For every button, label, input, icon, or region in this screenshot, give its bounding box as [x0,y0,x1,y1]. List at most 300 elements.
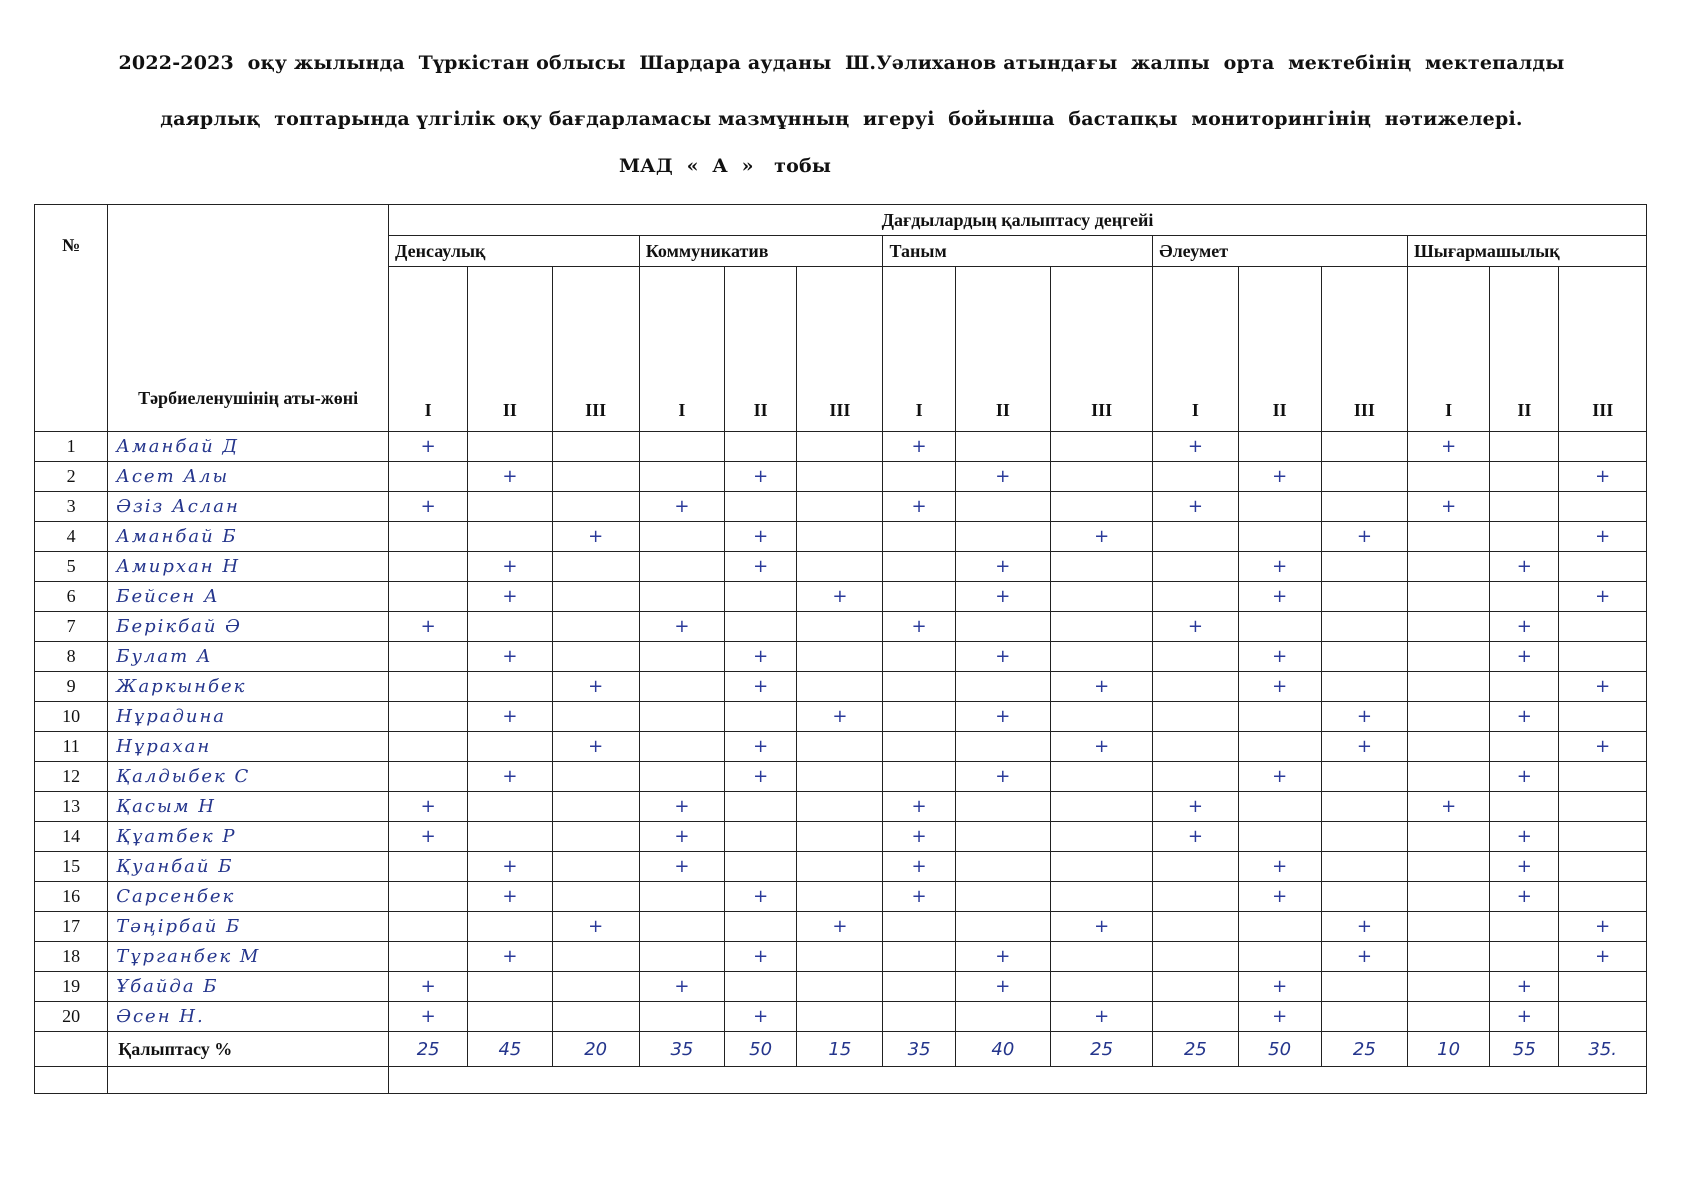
percent-value: 50 [725,1032,797,1067]
mark-cell [1321,582,1407,612]
level-header-5-2: II [1490,267,1559,432]
student-name: Амирхан Н [108,552,389,582]
mark-cell [1050,432,1152,462]
mark-cell [1408,942,1490,972]
number-header: № [35,205,108,432]
plus-mark: + [1516,555,1532,577]
plus-mark: + [1516,825,1532,847]
row-number: 5 [35,552,108,582]
plus-mark: + [753,735,769,757]
mark-cell [1050,852,1152,882]
group-title: МАД « А » тобы [618,155,832,177]
row-number: 14 [35,822,108,852]
mark-cell [955,942,1050,972]
mark-cell [389,672,468,702]
row-number: 6 [35,582,108,612]
mark-cell [552,822,639,852]
plus-mark: + [832,705,848,727]
row-number: 11 [35,732,108,762]
table-row [35,882,1647,912]
mark-cell [955,972,1050,1002]
mark-cell [389,792,468,822]
mark-cell [797,462,883,492]
mark-cell [1321,612,1407,642]
student-name: Асет Алы [108,462,389,492]
plus-mark: + [1356,525,1372,547]
table-row [35,762,1647,792]
mark-cell [639,612,724,642]
skills-level-header: Дағдылардың қалыптасу деңгейі [389,205,1647,236]
mark-cell [1153,432,1238,462]
mark-cell [1153,942,1238,972]
plus-mark: + [911,435,927,457]
mark-cell [1050,762,1152,792]
mark-cell [955,1002,1050,1032]
level-header-3-1: I [883,267,955,432]
mark-cell [883,432,955,462]
mark-cell [955,792,1050,822]
mark-cell [797,792,883,822]
mark-cell [883,822,955,852]
mark-cell [1321,732,1407,762]
mark-cell [1559,822,1647,852]
plus-mark: + [911,615,927,637]
mark-cell [1238,522,1321,552]
mark-cell [639,972,724,1002]
mark-cell [955,492,1050,522]
plus-mark: + [753,465,769,487]
mark-cell [639,852,724,882]
plus-mark: + [911,885,927,907]
mark-cell [725,852,797,882]
row-number: 8 [35,642,108,672]
student-name: Бейсен А [108,582,389,612]
mark-cell [883,1002,955,1032]
mark-cell [389,762,468,792]
plus-mark: + [753,525,769,547]
monitoring-table [34,204,1647,1094]
table-row [35,642,1647,672]
mark-cell [1490,972,1559,1002]
percent-value: 40 [955,1032,1050,1067]
mark-cell [725,1002,797,1032]
mark-cell [1153,882,1238,912]
mark-cell [1153,612,1238,642]
row-number: 13 [35,792,108,822]
mark-cell [1238,672,1321,702]
mark-cell [1559,912,1647,942]
section-header-creativity: Шығармашылық [1408,236,1647,267]
student-name-header-text: Тәрбиеленушінің аты-жөні [138,388,359,408]
plus-mark: + [911,825,927,847]
mark-cell [797,552,883,582]
totals-row [35,1032,1647,1067]
level-header-1-1: I [389,267,468,432]
mark-cell [552,522,639,552]
row-number: 12 [35,762,108,792]
percent-value: 25 [389,1032,468,1067]
student-name: Құатбек Р [108,822,389,852]
mark-cell [1238,462,1321,492]
mark-cell [1321,972,1407,1002]
plus-mark: + [1272,555,1288,577]
mark-cell [725,492,797,522]
plus-mark: + [995,465,1011,487]
mark-cell [1238,612,1321,642]
plus-mark: + [420,435,436,457]
student-name: Булат А [108,642,389,672]
mark-cell [1321,762,1407,792]
row-number: 15 [35,852,108,882]
plus-mark: + [674,825,690,847]
plus-mark: + [588,525,604,547]
level-header-4-3: III [1321,267,1407,432]
mark-cell [1238,492,1321,522]
plus-mark: + [1595,915,1611,937]
level-header-1-2: II [468,267,552,432]
percent-value: 20 [552,1032,639,1067]
mark-cell [1321,642,1407,672]
table-row [35,552,1647,582]
mark-cell [639,1002,724,1032]
row-number: 17 [35,912,108,942]
plus-mark: + [753,645,769,667]
mark-cell [468,642,552,672]
table-row [35,792,1647,822]
totals-number-cell [35,1032,108,1067]
mark-cell [639,882,724,912]
plus-mark: + [502,945,518,967]
mark-cell [1559,972,1647,1002]
mark-cell [1153,822,1238,852]
mark-cell [1490,762,1559,792]
mark-cell [1490,642,1559,672]
section-header-health: Денсаулық [389,236,640,267]
percent-value: 45 [468,1032,552,1067]
plus-mark: + [588,735,604,757]
mark-cell [883,582,955,612]
plus-mark: + [588,675,604,697]
mark-cell [1153,732,1238,762]
mark-cell [725,702,797,732]
mark-cell [1559,582,1647,612]
plus-mark: + [502,645,518,667]
mark-cell [1321,432,1407,462]
mark-cell [1490,492,1559,522]
mark-cell [1490,702,1559,732]
mark-cell [1490,852,1559,882]
blank-cell [35,1067,108,1094]
plus-mark: + [1094,1005,1110,1027]
mark-cell [552,1002,639,1032]
mark-cell [1153,492,1238,522]
mark-cell [725,462,797,492]
mark-cell [1408,582,1490,612]
mark-cell [955,732,1050,762]
mark-cell [1490,612,1559,642]
plus-mark: + [1272,645,1288,667]
mark-cell [468,1002,552,1032]
level-header-2-2: II [725,267,797,432]
mark-cell [468,792,552,822]
mark-cell [1321,462,1407,492]
blank-row [35,1067,1647,1094]
mark-cell [1490,882,1559,912]
row-number: 1 [35,432,108,462]
mark-cell [725,732,797,762]
table-row [35,852,1647,882]
mark-cell [1559,552,1647,582]
name-header-top [108,205,389,236]
mark-cell [1408,912,1490,942]
mark-cell [1238,762,1321,792]
mark-cell [389,732,468,762]
plus-mark: + [753,1005,769,1027]
mark-cell [883,612,955,642]
student-name: Тұрганбек М [108,942,389,972]
mark-cell [883,462,955,492]
mark-cell [955,882,1050,912]
student-name: Аманбай Д [108,432,389,462]
plus-mark: + [502,705,518,727]
plus-mark: + [420,495,436,517]
plus-mark: + [1516,645,1532,667]
mark-cell [552,552,639,582]
plus-mark: + [995,555,1011,577]
mark-cell [639,702,724,732]
mark-cell [725,762,797,792]
table-row [35,912,1647,942]
plus-mark: + [502,885,518,907]
table-row [35,432,1647,462]
mark-cell [725,972,797,1002]
table-row [35,702,1647,732]
mark-cell [1050,672,1152,702]
mark-cell [1490,792,1559,822]
plus-mark: + [1187,825,1203,847]
mark-cell [1408,552,1490,582]
mark-cell [1408,972,1490,1002]
mark-cell [1050,822,1152,852]
student-name-header [108,236,389,432]
plus-mark: + [1094,915,1110,937]
mark-cell [725,672,797,702]
mark-cell [955,522,1050,552]
mark-cell [1559,882,1647,912]
mark-cell [1408,492,1490,522]
mark-cell [389,882,468,912]
plus-mark: + [1356,915,1372,937]
mark-cell [1153,762,1238,792]
percent-value: 35 [883,1032,955,1067]
level-header-3-3: III [1050,267,1152,432]
mark-cell [883,522,955,552]
plus-mark: + [1595,675,1611,697]
plus-mark: + [502,465,518,487]
mark-cell [1321,522,1407,552]
mark-cell [1050,522,1152,552]
mark-cell [1490,552,1559,582]
percent-value: 10 [1408,1032,1490,1067]
mark-cell [1050,702,1152,732]
level-header-5-3: III [1559,267,1647,432]
student-name: Аманбай Б [108,522,389,552]
mark-cell [389,492,468,522]
mark-cell [639,672,724,702]
mark-cell [1153,582,1238,612]
mark-cell [797,432,883,462]
mark-cell [725,552,797,582]
mark-cell [955,552,1050,582]
mark-cell [725,882,797,912]
mark-cell [1408,612,1490,642]
mark-cell [552,462,639,492]
mark-cell [1153,1002,1238,1032]
mark-cell [468,612,552,642]
mark-cell [1408,852,1490,882]
plus-mark: + [1272,765,1288,787]
mark-cell [389,822,468,852]
mark-cell [389,852,468,882]
mark-cell [1238,432,1321,462]
mark-cell [1408,702,1490,732]
mark-cell [468,912,552,942]
plus-mark: + [674,975,690,997]
mark-cell [1050,1002,1152,1032]
mark-cell [639,912,724,942]
plus-mark: + [420,975,436,997]
mark-cell [1050,462,1152,492]
mark-cell [1490,942,1559,972]
plus-mark: + [674,795,690,817]
table-row [35,582,1647,612]
plus-mark: + [674,495,690,517]
mark-cell [1321,912,1407,942]
mark-cell [955,822,1050,852]
mark-cell [1238,792,1321,822]
mark-cell [1321,702,1407,732]
mark-cell [1050,492,1152,522]
plus-mark: + [588,915,604,937]
mark-cell [639,582,724,612]
plus-mark: + [1272,855,1288,877]
mark-cell [1490,582,1559,612]
mark-cell [1559,852,1647,882]
plus-mark: + [420,825,436,847]
mark-cell [1238,972,1321,1002]
mark-cell [1321,672,1407,702]
mark-cell [1153,972,1238,1002]
mark-cell [883,552,955,582]
plus-mark: + [502,585,518,607]
mark-cell [883,912,955,942]
mark-cell [797,882,883,912]
mark-cell [883,762,955,792]
plus-mark: + [1516,765,1532,787]
mark-cell [955,462,1050,492]
level-header-4-2: II [1238,267,1321,432]
mark-cell [1408,432,1490,462]
mark-cell [552,702,639,732]
mark-cell [955,762,1050,792]
mark-cell [552,942,639,972]
mark-cell [797,762,883,792]
plus-mark: + [1094,675,1110,697]
mark-cell [955,612,1050,642]
student-name: Қалдыбек С [108,762,389,792]
mark-cell [389,972,468,1002]
plus-mark: + [1516,615,1532,637]
mark-cell [883,972,955,1002]
mark-cell [797,582,883,612]
mark-cell [468,582,552,612]
mark-cell [639,732,724,762]
mark-cell [1153,792,1238,822]
mark-cell [468,492,552,522]
student-name: Берікбай Ә [108,612,389,642]
plus-mark: + [1187,615,1203,637]
mark-cell [955,582,1050,612]
mark-cell [639,642,724,672]
mark-cell [1408,642,1490,672]
mark-cell [389,942,468,972]
mark-cell [1321,942,1407,972]
mark-cell [1559,672,1647,702]
plus-mark: + [1187,435,1203,457]
plus-mark: + [420,1005,436,1027]
plus-mark: + [1272,885,1288,907]
student-name: Тәңірбай Б [108,912,389,942]
plus-mark: + [502,555,518,577]
mark-cell [797,732,883,762]
plus-mark: + [1094,735,1110,757]
blank-cell [108,1067,389,1094]
plus-mark: + [753,675,769,697]
plus-mark: + [674,615,690,637]
row-number: 16 [35,882,108,912]
plus-mark: + [995,645,1011,667]
mark-cell [1559,462,1647,492]
totals-label: Қалыптасу % [108,1032,389,1067]
mark-cell [1490,1002,1559,1032]
mark-cell [1153,552,1238,582]
mark-cell [552,642,639,672]
mark-cell [552,912,639,942]
mark-cell [955,702,1050,732]
mark-cell [389,552,468,582]
mark-cell [389,582,468,612]
mark-cell [1238,732,1321,762]
table-row [35,672,1647,702]
mark-cell [468,702,552,732]
plus-mark: + [502,765,518,787]
mark-cell [1238,1002,1321,1032]
mark-cell [1050,582,1152,612]
mark-cell [955,672,1050,702]
percent-value: 50 [1238,1032,1321,1067]
percent-value: 55 [1490,1032,1559,1067]
percent-value: 25 [1321,1032,1407,1067]
student-name: Қасым Н [108,792,389,822]
percent-value: 35. [1559,1032,1647,1067]
mark-cell [1490,522,1559,552]
mark-cell [1490,432,1559,462]
row-number: 19 [35,972,108,1002]
percent-value: 25 [1153,1032,1238,1067]
row-number: 2 [35,462,108,492]
table-row [35,942,1647,972]
mark-cell [725,792,797,822]
